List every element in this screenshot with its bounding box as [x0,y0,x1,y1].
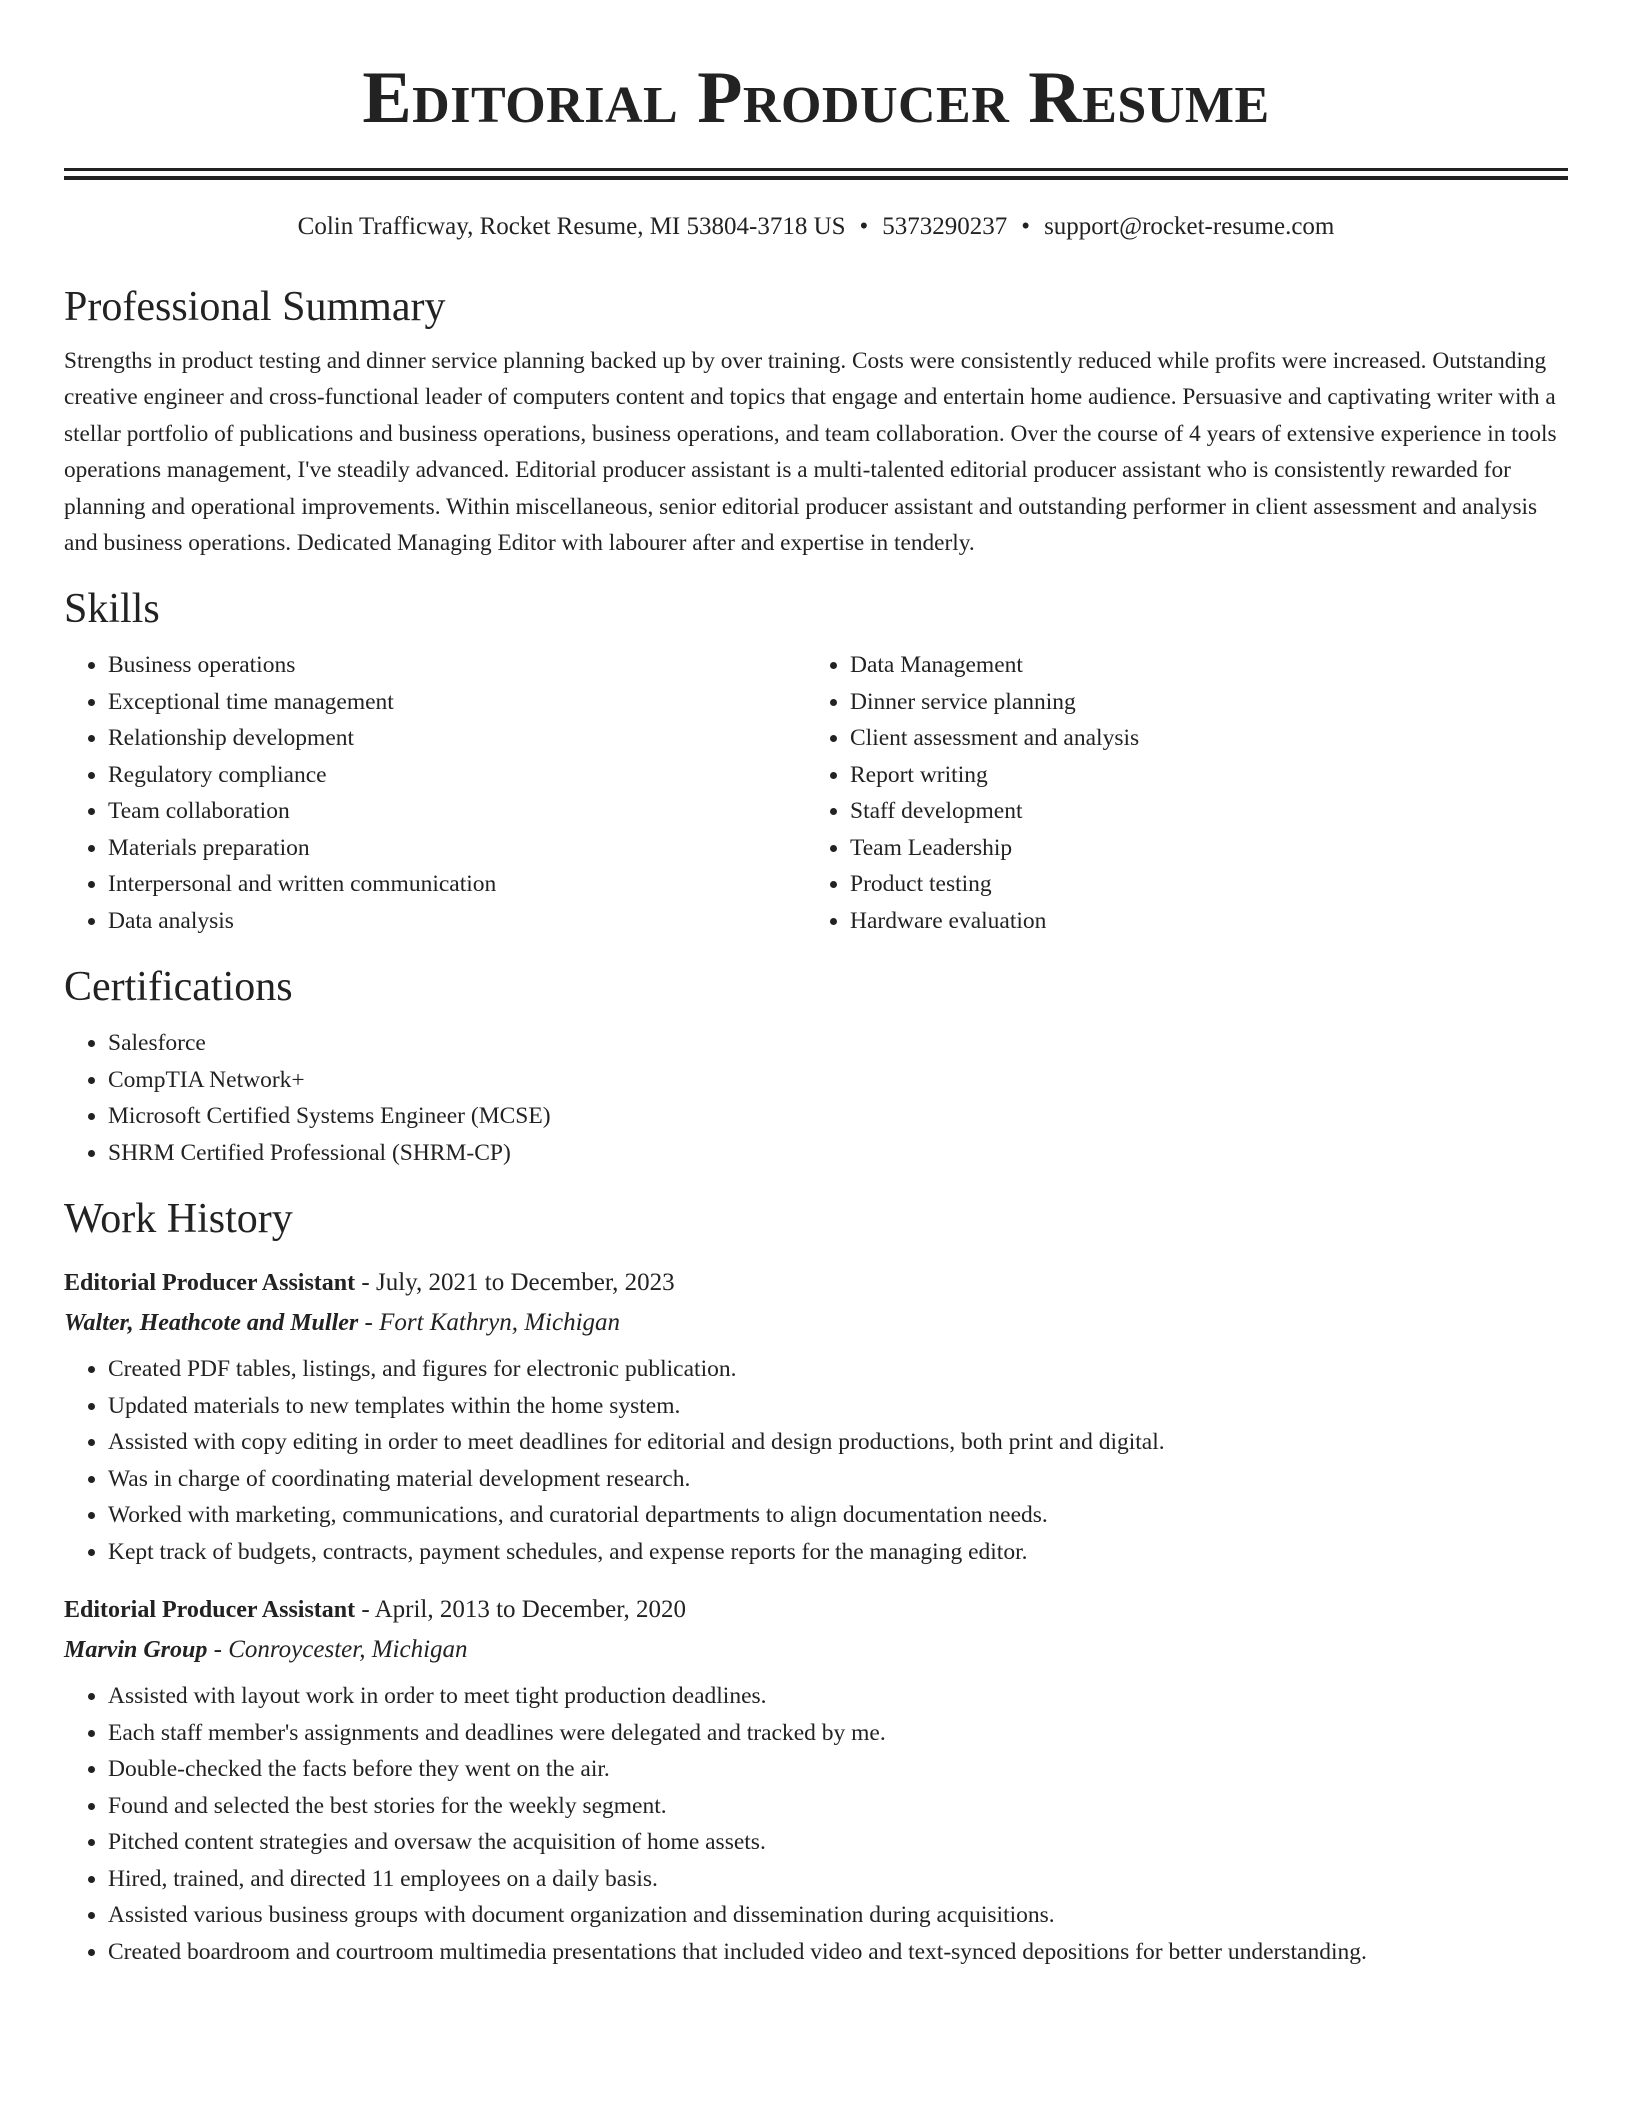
certifications-heading: Certifications [64,964,293,1011]
contact-address: Colin Trafficway, Rocket Resume, MI 53804-3718 US [297,213,846,240]
job-dash: - [355,1269,376,1297]
job-dates: July, 2021 to December, 2023 [375,1269,675,1297]
job-bullet: • Kept track of budgets, contracts, payment schedules, and expense reports for the managing editor. [108,1534,1568,1571]
skill-item: • Data analysis [108,903,806,940]
job-location: Conroycester, Michigan [228,1636,468,1664]
job-bullet: • Created boardroom and courtroom multimedia presentations that included video and text-synced depositions for better understanding. [108,1934,1568,1971]
title-divider [64,168,1568,171]
job-bullet: • Double-checked the facts before they went on the air. [108,1751,1568,1788]
job-dash: - [355,1596,375,1624]
skill-item: • Staff development [850,793,1548,830]
job-bullet: • Assisted various business groups with document organization and dissemination during acquisitions. [108,1897,1568,1934]
certification-item: • Microsoft Certified Systems Engineer (MCSE) [108,1098,1568,1135]
skills-heading: Skills [64,586,160,633]
job-company: Marvin Group [64,1637,208,1664]
job-title-line [64,1263,1568,1303]
skills-columns [64,647,1568,939]
job-entry [64,1590,1568,1970]
job-title: Editorial Producer Assistant [64,1597,356,1624]
job-bullets [64,1351,1568,1570]
skill-item: • Materials preparation [108,830,806,867]
job-company-line [64,1630,1568,1670]
skill-item: • Product testing [850,866,1548,903]
jobs-list [64,1263,1568,1970]
job-dates: April, 2013 to December, 2020 [374,1596,687,1624]
summary-heading: Professional Summary [64,284,446,330]
skill-item: • Data Management [850,647,1548,684]
skill-item: • Dinner service planning [850,684,1548,721]
skill-item: • Relationship development [108,720,806,757]
job-bullet: • Created PDF tables, listings, and figures for electronic publication. [108,1351,1568,1388]
skill-item: • Hardware evaluation [850,903,1548,940]
job-bullet: • Was in charge of coordinating material development research. [108,1461,1568,1498]
skill-item: • Business operations [108,647,806,684]
job-bullet: • Each staff member's assignments and deadlines were delegated and tracked by me. [108,1715,1568,1752]
work-history-heading: Work History [64,1196,293,1243]
skill-item: • Interpersonal and written communication [108,866,806,903]
skill-item: • Team collaboration [108,793,806,830]
skill-item: • Regulatory compliance [108,757,806,794]
job-dash: - [207,1636,229,1664]
job-bullet: • Assisted with layout work in order to meet tight production deadlines. [108,1678,1568,1715]
job-bullet: • Updated materials to new templates within the home system. [108,1388,1568,1425]
summary-text: Strengths in product testing and dinner service planning backed up by over training. Costs were consistently reduced while profits were increased. Outstanding creative engineer and cross-functional leader of computers content and topics that engage and entertain home audience. Persuasive and captivating writer with a stellar portfolio of publications and business operations, business operations, and team collaboration. Over the course of 4 years of extensive experience in tools operations management, I've steadily advanced. Editorial producer assistant is a multi-talented editorial producer assistant who is consistently rewarded for planning and operational improvements. Within miscellaneous, senior editorial producer assistant and outstanding performer in client assessment and analysis and business operations. Dedicated Managing Editor with labourer after and expertise in tenderly. [64,348,1557,557]
job-dash: - [358,1309,380,1337]
contact-phone: 5373290237 [882,213,1008,240]
certification-item: • SHRM Certified Professional (SHRM-CP) [108,1135,1568,1172]
certifications-list [64,1025,1568,1171]
job-bullets [64,1678,1568,1970]
work-history-section [64,1189,1568,1970]
certifications-section [64,957,1568,1171]
contact-email: support@rocket-resume.com [1044,213,1335,240]
job-bullet: • Worked with marketing, communications, and curatorial departments to align documentation needs. [108,1497,1568,1534]
job-bullet: • Assisted with copy editing in order to meet deadlines for editorial and design productions, both print and digital. [108,1424,1568,1461]
skill-item: • Exceptional time management [108,684,806,721]
contact-separator: • [1021,213,1031,240]
certification-item: • Salesforce [108,1025,1568,1062]
summary-section [64,277,1568,561]
skill-item: • Client assessment and analysis [850,720,1548,757]
job-bullet: • Hired, trained, and directed 11 employees on a daily basis. [108,1861,1568,1898]
job-bullet: • Pitched content strategies and oversaw the acquisition of home assets. [108,1824,1568,1861]
skills-list-right [806,647,1548,939]
job-company: Walter, Heathcote and Muller [64,1310,359,1337]
skill-item: • Report writing [850,757,1548,794]
job-bullet: • Found and selected the best stories for the weekly segment. [108,1788,1568,1825]
contact-line [64,209,1568,245]
skills-section [64,579,1568,939]
job-title: Editorial Producer Assistant [64,1270,356,1297]
certification-item: • CompTIA Network+ [108,1062,1568,1099]
job-title-line [64,1590,1568,1630]
skills-list-left [64,647,806,939]
skill-item: • Team Leadership [850,830,1548,867]
job-entry [64,1263,1568,1570]
job-company-line [64,1303,1568,1343]
job-location: Fort Kathryn, Michigan [379,1309,621,1337]
page-title: Editorial Producer Resume [362,57,1270,139]
contact-separator: • [859,213,869,240]
